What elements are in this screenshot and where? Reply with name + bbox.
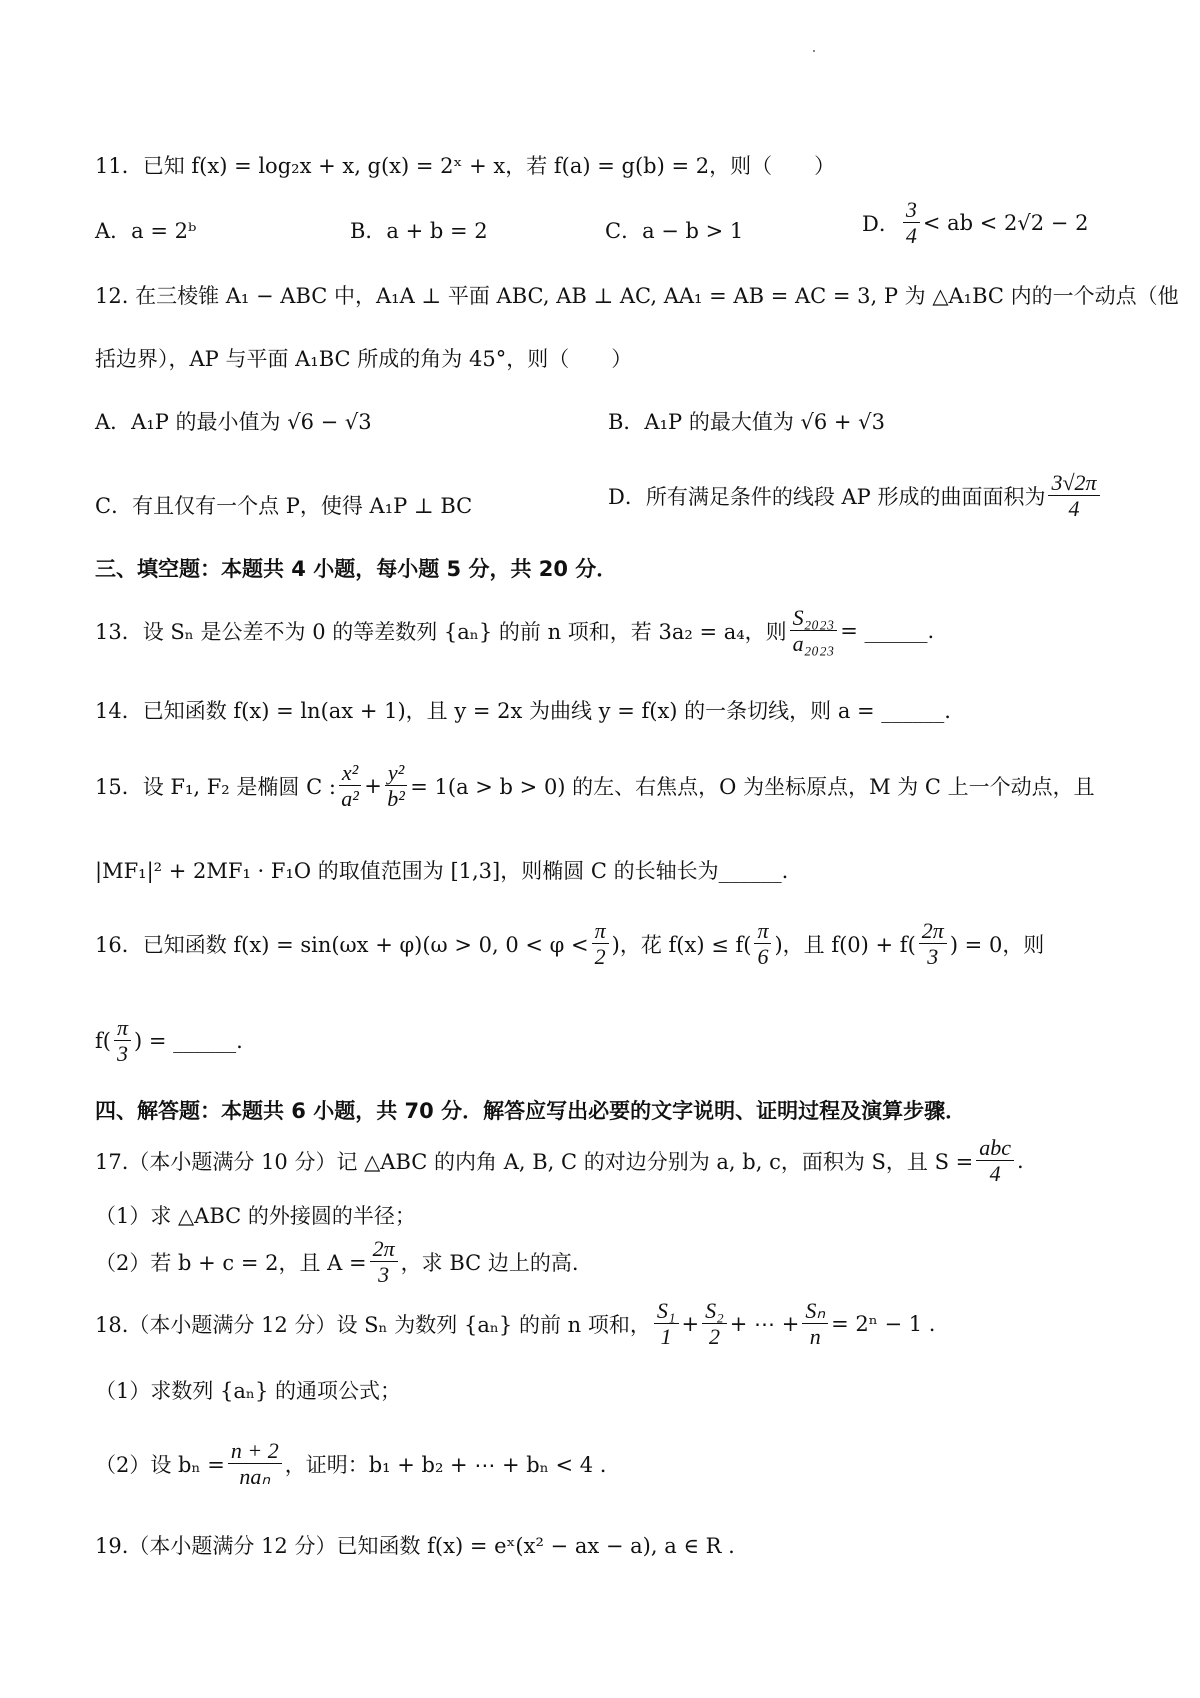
q16-line2: f( $\frac{\pi}{3}$ ) = ______. (95, 1015, 243, 1067)
q12-option-a: A．A₁P 的最小值为 √6 − √3 (95, 410, 372, 434)
q15-line2: |MF₁|² + 2MF₁ · F₁O 的取值范围为 [1,3]，则椭圆 C 的长轴长为______. (95, 859, 789, 883)
q11-option-b: B．a + b = 2 (350, 219, 488, 243)
q12-stem-line1: 12. 在三棱锥 A₁ − ABC 中，A₁A ⊥ 平面 ABC, AB ⊥ AC, AA₁ = AB = AC = 3, P 为 △A₁BC 内的一个动点（他 (95, 284, 1179, 308)
q12-option-c: C．有且仅有一个点 P，使得 A₁P ⊥ BC (95, 494, 473, 518)
section-fill-in-heading: 三、填空题：本题共 4 小题，每小题 5 分，共 20 分． (95, 557, 618, 581)
q14: 14．已知函数 f(x) = ln(ax + 1)，且 y = 2x 为曲线 y = f(x) 的一条切线，则 a = ______. (95, 699, 951, 723)
q13: 13．设 Sₙ 是公差不为 0 的等差数列 {aₙ} 的前 n 项和，若 3a₂ = a₄，则 $\frac{\text{S₂₀₂₃}}{\text{a₂₀₂₃}}$ = ______. (95, 605, 935, 657)
q11-stem: 11．已知 f(x) = log₂x + x, g(x) = 2ˣ + x，若 f(a) = g(b) = 2，则（ ） (95, 154, 836, 178)
q12-option-b: B．A₁P 的最大值为 √6 + √3 (608, 410, 885, 434)
q15-line1: 15．设 F₁, F₂ 是椭圆 C : $\frac{\text{x²}}{\text{a²}}$ + $\frac{\text{y²}}{\text{b²}}$ = 1(a > b > 0) 的左、右焦点，O 为坐标原点，M 为 C 上一个动点，且 (95, 760, 1095, 812)
q17-part2: （2）若 b + c = 2，且 A = $\frac{2\pi}{3}$ ，求 BC 边上的高. (95, 1236, 579, 1288)
q12-stem-line2: 括边界），AP 与平面 A₁BC 所成的角为 45°，则（ ） (95, 347, 633, 371)
q12-option-d: D．所有满足条件的线段 AP 形成的曲面面积为 $\frac{3√2\pi}{4}$ (608, 470, 1103, 522)
section-answer-heading: 四、解答题：本题共 6 小题，共 70 分．解答应写出必要的文字说明、证明过程及演算步骤． (95, 1099, 967, 1123)
q11-option-a: A．a = 2ᵇ (95, 219, 197, 243)
q18-part1: （1）求数列 {aₙ} 的通项公式； (95, 1379, 402, 1403)
q18-stem: 18.（本小题满分 12 分）设 Sₙ 为数列 {aₙ} 的前 n 项和， $\frac{\text{S₁}}{1}$ + $\frac{\text{S₂}}{2}$ + ⋯ + $\frac{\text{Sₙ}}{n}$ = 2ⁿ − 1 . (95, 1298, 936, 1350)
q17-part1: （1）求 △ABC 的外接圆的半径； (95, 1204, 416, 1228)
q19-stem: 19.（本小题满分 12 分）已知函数 f(x) = eˣ(x² − ax − a), a ∈ R . (95, 1534, 735, 1558)
scan-speck (813, 50, 815, 52)
q11-option-d: D． $\frac{3}{4}$ < ab < 2√2 − 2 (862, 197, 1089, 249)
q16-line1: 16．已知函数 f(x) = sin(ωx + φ)(ω > 0, 0 < φ < $\frac{\pi}{2}$ )，花 f(x) ≤ f( $\frac{\pi}{6}$ )，且 f(0) + f( $\frac{2\pi}{3}$ ) = 0，则 (95, 918, 1045, 970)
q11-option-c: C．a − b > 1 (605, 219, 744, 243)
q18-part2: （2）设 bₙ = $\frac{n + 2}{\text{naₙ}}$ ，证明：b₁ + b₂ + ⋯ + bₙ < 4 . (95, 1438, 607, 1490)
q17-stem: 17.（本小题满分 10 分）记 △ABC 的内角 A, B, C 的对边分别为 a, b, c，面积为 S，且 S = $\frac{\text{abc}}{4}$ . (95, 1135, 1024, 1187)
